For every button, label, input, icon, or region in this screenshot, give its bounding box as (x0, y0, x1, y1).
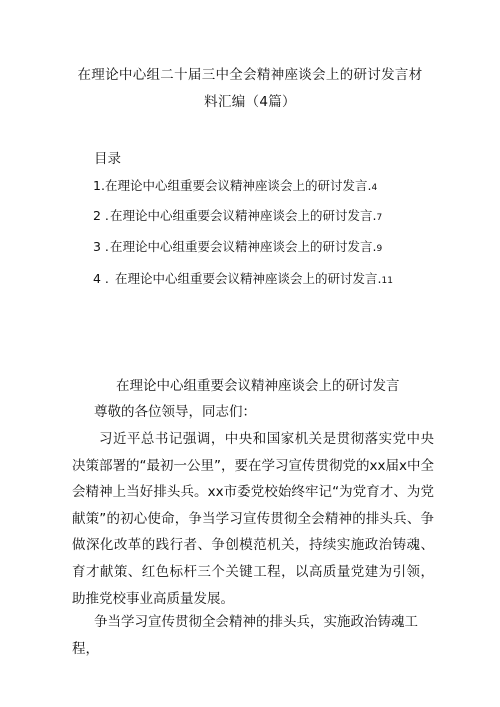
document-title-line-1: 在理论中心组二十届三中全会精神座谈会上的研讨发言材 (77, 67, 423, 83)
toc-item[interactable] (93, 206, 382, 224)
body-paragraph: 争当学习宣传贯彻全会精神的排头兵，实施政治铸魂工程， (72, 614, 418, 657)
toc-item-page: 9 (376, 244, 383, 254)
toc-item-title: 在理论中心组重要会议精神座谈会上的研讨发言. (105, 178, 372, 193)
toc-item-number: 2 . (93, 208, 109, 223)
toc-item-number: 1. (93, 178, 105, 193)
toc-item-number: 4 . (93, 271, 109, 286)
toc-item-title: 在理论中心组重要会议精神座谈会上的研讨发言. (115, 271, 382, 286)
section-heading: 在理论中心组重要会议精神座谈会上的研讨发言 (116, 378, 400, 394)
toc-item[interactable] (93, 237, 382, 255)
toc-item-title: 在理论中心组重要会议精神座谈会上的研讨发言. (110, 208, 377, 223)
toc-item-page: 11 (381, 276, 393, 286)
toc-item[interactable] (93, 269, 393, 287)
toc-item-page: 4 (371, 183, 378, 193)
toc-heading: 目录 (94, 151, 121, 167)
document-title-line-2: 料汇编（4篇） (204, 94, 296, 110)
toc-item-page: 7 (376, 213, 383, 223)
toc-item[interactable] (93, 176, 377, 194)
salutation: 尊敬的各位领导，同志们： (94, 404, 256, 420)
toc-item-title: 在理论中心组重要会议精神座谈会上的研讨发言. (110, 239, 377, 254)
body-paragraph: 习近平总书记强调，中央和国家机关是贯彻落实党中央决策部署的“最初一公里”，要在学习宣传贯彻党的xx届x中全会精神上当好排头兵。xx市委党校始终牢记“为党育才、为党献策”的初心使命，争当学习宣传贯彻全会精神的排头兵、争做深化改革的践行者、争创模范机关，持续实施政治铸魂、育才献策、红色标杆三个关键工程，以高质量党建为引领，助推党校事业高质量发展。 (72, 431, 434, 607)
toc-item-number: 3 . (93, 239, 109, 254)
